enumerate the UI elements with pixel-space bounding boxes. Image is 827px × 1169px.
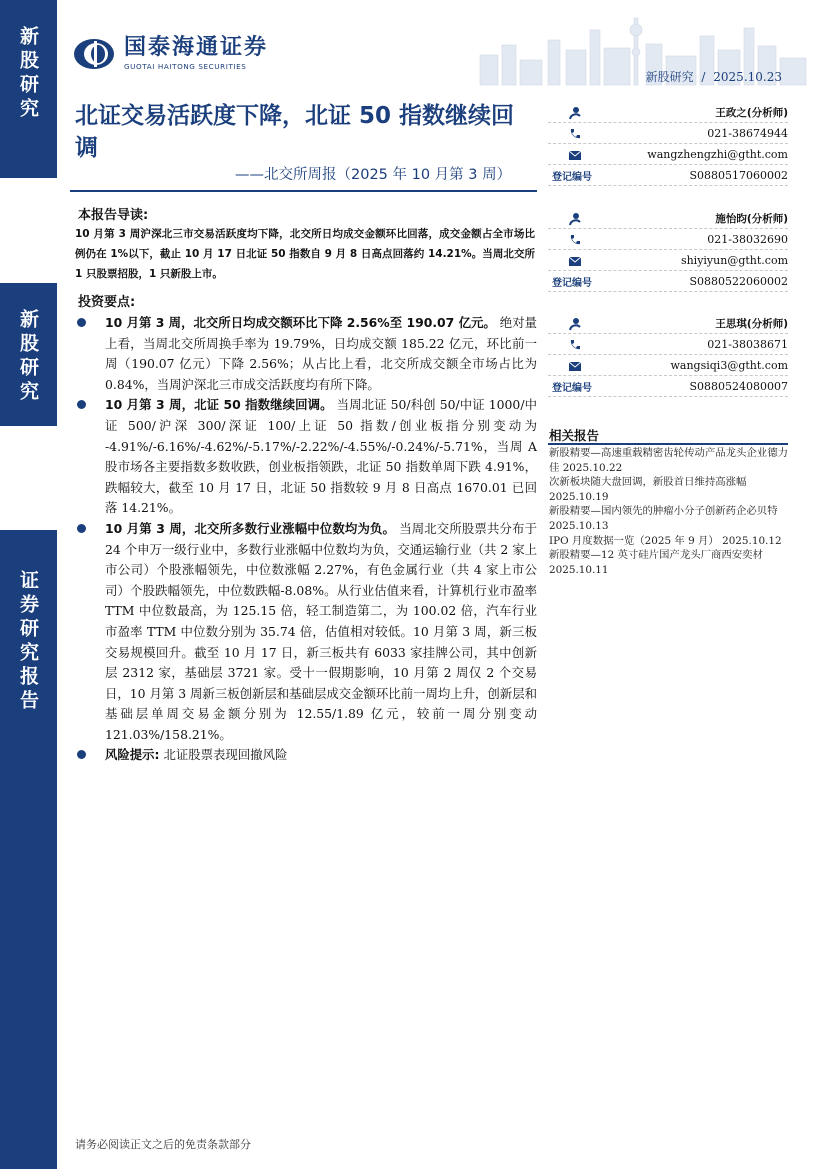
sidebar-label-middle: 新股研究 — [17, 309, 39, 405]
left-sidebar — [0, 0, 57, 1169]
bullet-icon — [77, 750, 86, 759]
analyst-reg-no: S0880524080007 — [689, 379, 788, 393]
bullet-icon — [77, 400, 86, 409]
sidebar-label-top: 新股研究 — [17, 26, 39, 122]
point-body: 当周北交所股票共分布于 24 个申万一级行业中，多数行业涨幅中位数均为负，交通运输行业（共 2 家上市公司）个股涨幅领先，中位数涨幅 2.27%，有色金属行业（共 4 家上市公司）个股跌幅领先，中位数跌幅-8.08%。从行业估值来看，计算机行业市盈率 TTM 中位数最高，为 125.15 倍，轻工制造第二，为 100.02 倍，汽车行业市盈率 TTM 中位数分别为 35.74 倍，估值相对较低。10 月第 3 周，新三板交易规模回升。截至 10 月 17 日，新三板共有 6033 家挂牌公司，其中创新层 2312 家，基础层 3721 家。受十一假期影响，10 月第 2 周仅 2 个交易日，10 月第 3 周新三板创新层和基础层成交金额环比前一周均上升，创新层和基础层单周交易金额分别为 12.55/1.89 亿元，较前一周分别变动 121.03%/158.21%。 — [105, 520, 537, 742]
logo-chinese-name: 国泰海通证券 — [124, 35, 269, 60]
analyst-reg-row — [548, 165, 788, 186]
point-item — [75, 519, 537, 746]
point-lead: 风险提示: — [105, 747, 160, 763]
analyst-name-row — [548, 313, 788, 334]
analyst-email[interactable]: shiyiyun@gtht.com — [680, 253, 788, 267]
analyst-email[interactable]: wangsiqi3@gtht.com — [670, 358, 788, 372]
analyst-email[interactable]: wangzhengzhi@gtht.com — [647, 147, 788, 161]
sidebar-block-top — [0, 0, 57, 178]
phone-icon — [568, 127, 582, 141]
point-body: 当周北证 50/科创 50/中证 1000/中证 500/沪深 300/深证 100/上证 50 指数/创业板指分别变动为 -4.91%/-6.16%/-4.62%/-5.17%/-2.22%/-4.55%/-0.24%/-5.71%，当周 A 股市场各主要指数多数收跌，创业板指领跌，北证 50 指数单周下跌 4.91%，跌幅较大，截至 10 月 17 日，北证 50 指数较 9 月 8 日高点 1670.01 已回落 14.21%。 — [105, 397, 537, 516]
brand-logo — [72, 36, 268, 71]
investment-points — [75, 313, 537, 766]
analyst-phone-row — [548, 334, 788, 355]
report-meta — [642, 68, 782, 85]
person-icon — [568, 106, 582, 120]
analyst-phone: 021-38674944 — [707, 126, 788, 140]
analyst-name-row — [548, 208, 788, 229]
point-lead: 10 月第 3 周，北交所日均成交额环比下降 2.56%至 190.07 亿元。 — [105, 315, 496, 330]
guide-text: 10 月第 3 周沪深北三市交易活跃度均下降，北交所日均成交金额环比回落，成交金额占全市场比例仍在 1%以下，截止 10 月 17 日北证 50 指数自 9 月 8 日高点回落约 14.21%。当周北交所 1 只股票招股，1 只新股上市。 — [75, 228, 535, 280]
point-item — [75, 313, 537, 395]
related-report-link[interactable]: 次新板块随大盘回调，新股首日维持高涨幅 2025.10.19 — [549, 476, 747, 503]
meta-separator: / — [701, 70, 706, 84]
related-reports-list — [549, 446, 789, 577]
related-report-link[interactable]: 新股精要—国内领先的肿瘤小分子创新药企必贝特 2025.10.13 — [549, 505, 778, 532]
analyst-name: 王政之(分析师) — [715, 106, 788, 119]
bullet-icon — [77, 318, 86, 327]
analyst-reg-no: S0880517060002 — [689, 168, 788, 182]
analyst-reg-row — [548, 271, 788, 292]
phone-icon — [568, 338, 582, 352]
reg-label: 登记编号 — [552, 277, 592, 289]
analyst-reg-no: S0880522060002 — [689, 274, 788, 288]
point-lead: 10 月第 3 周，北证 50 指数继续回调。 — [105, 397, 333, 413]
logo-mark-icon — [72, 37, 116, 71]
logo-english-name: GUOTAI HAITONG SECURITIES — [124, 62, 247, 71]
report-category: 新股研究 — [645, 70, 694, 84]
related-divider — [548, 443, 788, 445]
sidebar-block-middle — [0, 283, 57, 426]
point-body: 绝对量上看，当周北交所周换手率为 19.79%，日均成交额 185.22 亿元，环比前一周（190.07 亿元）下降 2.56%；从占比上看，北交所成交额全市场占比为 0.84%，当周沪深北三市成交活跃度均有所下降。 — [105, 315, 538, 392]
analyst-name: 王思琪(分析师) — [715, 317, 788, 330]
person-icon — [568, 212, 582, 226]
analyst-phone: 021-38038671 — [707, 337, 788, 351]
analyst-reg-row — [548, 376, 788, 397]
title-divider — [70, 190, 537, 192]
analyst-name: 施怡昀(分析师) — [715, 212, 788, 225]
point-lead: 10 月第 3 周，北交所多数行业涨幅中位数均为负。 — [105, 520, 396, 536]
phone-icon — [568, 233, 582, 247]
related-report-link[interactable]: 新股精要—高速重载精密齿轮传动产品龙头企业德力佳 2025.10.22 — [549, 447, 788, 474]
analyst-email-row — [548, 355, 788, 376]
sidebar-label-bottom: 证券研究报告 — [17, 570, 39, 714]
disclaimer-footer: 请务必阅读正文之后的免责条款部分 — [75, 1138, 251, 1151]
analyst-email-row — [548, 250, 788, 271]
guide-heading: 本报告导读: — [78, 208, 149, 223]
point-item — [75, 395, 537, 519]
analyst-card — [548, 313, 788, 397]
points-heading: 投资要点: — [78, 295, 136, 310]
analyst-name-row — [548, 102, 788, 123]
reg-label: 登记编号 — [552, 382, 592, 394]
report-title: 北证交易活跃度下降，北证 50 指数继续回调 — [75, 103, 515, 161]
reg-label: 登记编号 — [552, 171, 592, 183]
email-icon — [568, 359, 582, 373]
analyst-phone-row — [548, 229, 788, 250]
report-subtitle: ——北交所周报（2025 年 10 月第 3 周） — [235, 167, 512, 183]
related-reports-heading: 相关报告 — [549, 428, 600, 443]
report-date: 2025.10.23 — [713, 70, 782, 84]
sidebar-block-bottom — [0, 530, 57, 1169]
analyst-phone: 021-38032690 — [707, 232, 788, 246]
analyst-phone-row — [548, 123, 788, 144]
person-icon — [568, 317, 582, 331]
email-icon — [568, 148, 582, 162]
bullet-icon — [77, 524, 86, 533]
email-icon — [568, 254, 582, 268]
analyst-card — [548, 208, 788, 292]
analyst-card — [548, 102, 788, 186]
point-item — [75, 745, 537, 766]
point-body: 北证股票表现回撤风险 — [163, 747, 288, 763]
related-report-link[interactable]: 新股精要—12 英寸硅片国产龙头厂商西安奕材 2025.10.11 — [549, 549, 763, 576]
analyst-email-row — [548, 144, 788, 165]
related-report-link[interactable]: IPO 月度数据一览（2025 年 9 月） 2025.10.12 — [549, 534, 782, 547]
